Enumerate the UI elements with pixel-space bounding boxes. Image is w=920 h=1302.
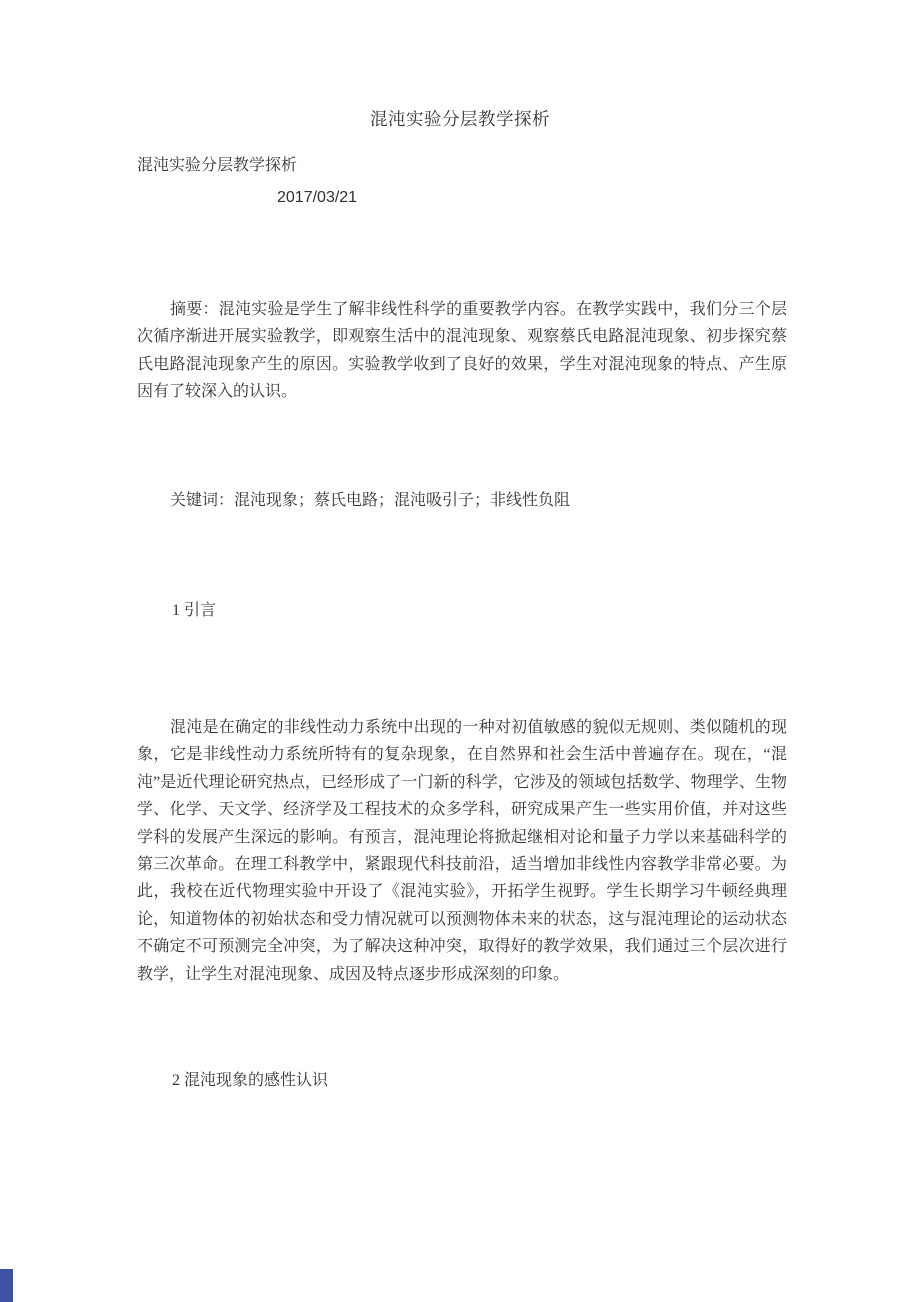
- abstract-paragraph: 摘要：混沌实验是学生了解非线性科学的重要教学内容。在教学实践中，我们分三个层次循序渐进开展实验教学，即观察生活中的混沌现象、观察蔡氏电路混沌现象、初步探究蔡氏电路混沌现象产生的原因。实验教学收到了良好的效果，学生对混沌现象的特点、产生原因有了较深入的认识。: [137, 301, 787, 401]
- introduction-paragraph: 混沌是在确定的非线性动力系统中出现的一种对初值敏感的貌似无规则、类似随机的现象，它是非线性动力系统所特有的复杂现象，在自然界和社会生活中普遍存在。现在，“混沌”是近代理论研究热点，已经形成了一门新的科学，它涉及的领域包括数学、物理学、生物学、化学、天文学、经济学及工程技术的众多学科，研究成果产生一些实用价值，并对这些学科的发展产生深远的影响。有预言，混沌理论将掀起继相对论和量子力学以来基础科学的第三次革命。在理工科教学中，紧跟现代科技前沿，适当增加非线性内容教学非常必要。为此，我校在近代物理实验中开设了《混沌实验》，开拓学生视野。学生长期学习牛顿经典理论，知道物体的初始状态和受力情况就可以预测物体未来的状态，这与混沌理论的运动状态不确定不可预测完全冲突，为了解决这种冲突，取得好的教学效果，我们通过三个层次进行教学，让学生对混沌现象、成因及特点逐步形成深刻的印象。: [137, 719, 787, 983]
- document-date: 2017/03/21: [277, 189, 358, 206]
- corner-artifact: [0, 1269, 13, 1302]
- document-title: 混沌实验分层教学探析: [370, 109, 550, 129]
- document-subtitle: 混沌实验分层教学探析: [137, 157, 298, 174]
- section-heading-perceptual-understanding: 2 混沌现象的感性认识: [172, 1072, 329, 1089]
- section-heading-introduction: 1 引言: [172, 602, 217, 619]
- keywords-line: 关键词：混沌现象；蔡氏电路；混沌吸引子；非线性负阻: [170, 492, 571, 509]
